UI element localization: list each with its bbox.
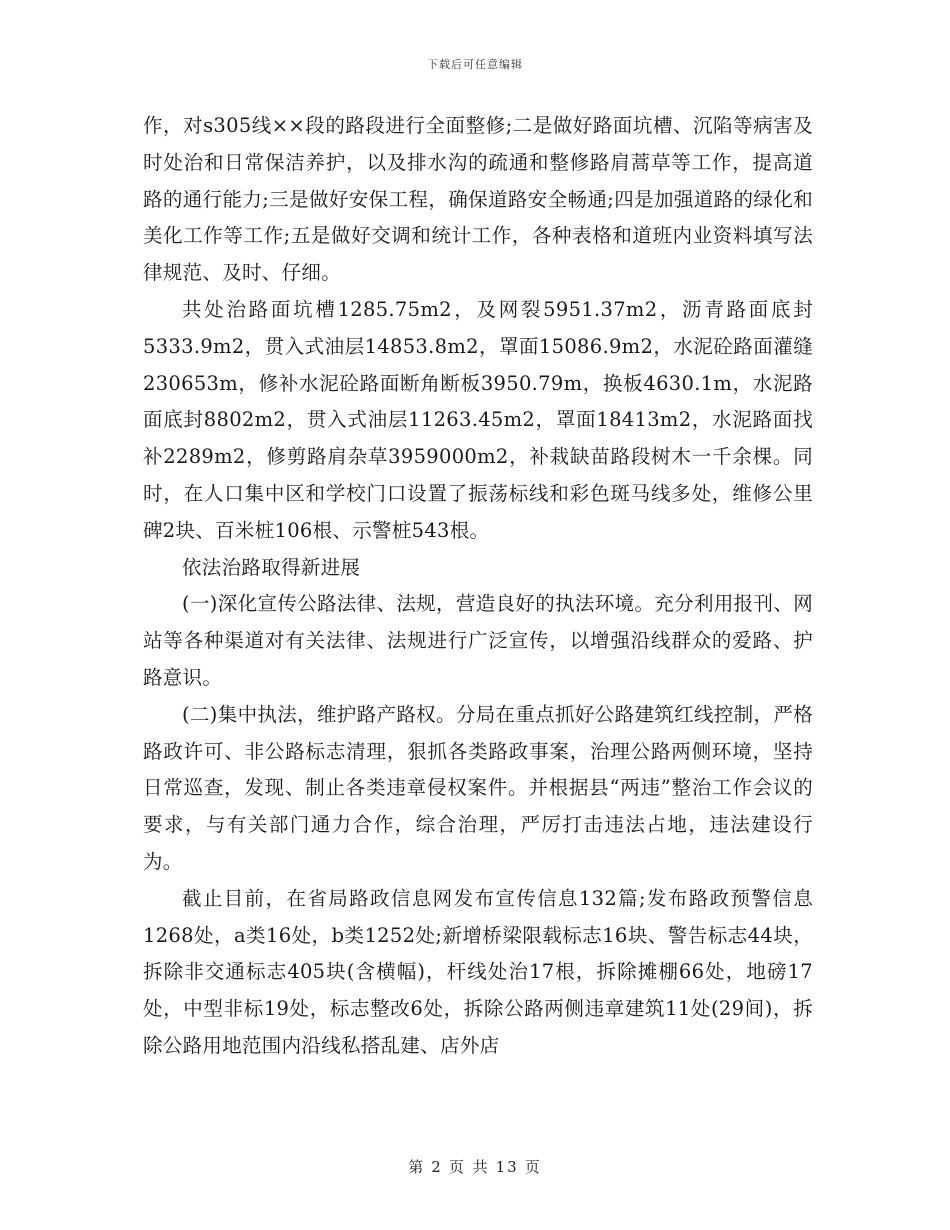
document-body bbox=[143, 108, 813, 1065]
page-footer bbox=[0, 1156, 950, 1177]
page-label-suffix: 页 bbox=[524, 1158, 542, 1176]
paragraph-item-1: (一)深化宣传公路法律、法规，营造良好的执法环境。充分利用报刊、网站等各种渠道对有关法律、法规进行广泛宣传，以增强沿线群众的爱路、护路意识。 bbox=[143, 592, 813, 689]
paragraph-continued: 作，对s305线××段的路段进行全面整修;二是做好路面坑槽、沉陷等病害及时处治和日常保洁养护，以及排水沟的疏通和整修路肩蒿草等工作，提高道路的通行能力;三是做好安保工程，确保道路安全畅通;四是加强道路的绿化和美化工作等工作;五是做好交调和统计工作，各种表格和道班内业资料填写法律规范、及时、仔细。 bbox=[143, 114, 813, 285]
page-total: 13 bbox=[495, 1158, 519, 1176]
paragraph-summary: 截止目前，在省局路政信息网发布宣传信息132篇;发布路政预警信息1268处，a类16处，b类1252处;新增桥梁限载标志16块、警告标志44块，拆除非交通标志405块(含横幅)，杆线处治17根，拆除摊棚66处，地磅17处，中型非标19处，标志整改6处，拆除公路两侧违章建筑11处(29间)，拆除公路用地范围内沿线私搭乱建、店外店 bbox=[143, 886, 813, 1057]
page-label-prefix: 第 bbox=[408, 1158, 426, 1176]
section-heading: 依法治路取得新进展 bbox=[182, 555, 361, 579]
paragraph-item-2: (二)集中执法，维护路产路权。分局在重点抓好公路建筑红线控制，严格路政许可、非公路标志清理，狠抓各类路政事案，治理公路两侧环境，坚持日常巡查，发现、制止各类违章侵权案件。并根据县“两违”整治工作会议的要求，与有关部门通力合作，综合治理，严厉打击违法占地，违法建设行为。 bbox=[143, 702, 813, 873]
paragraph-statistics: 共处治路面坑槽1285.75m2，及网裂5951.37m2，沥青路面底封5333.9m2，贯入式油层14853.8m2，罩面15086.9m2，水泥砼路面灌缝230653m，修补水泥砼路面断角断板3950.79m，换板4630.1m，水泥路面底封8802m2，贯入式油层11263.45m2，罩面18413m2，水泥路面找补2289m2，修剪路肩杂草3959000m2，补栽缺苗路段树木一千余棵。同时，在人口集中区和学校门口设置了振荡标线和彩色斑马线多处，维修公里碑2块、百米桩106根、示警桩543根。 bbox=[143, 297, 813, 542]
page-current: 2 bbox=[431, 1158, 443, 1176]
page-label-mid: 页 共 bbox=[448, 1158, 490, 1176]
page-header: 下载后可任意编辑 bbox=[427, 58, 523, 71]
